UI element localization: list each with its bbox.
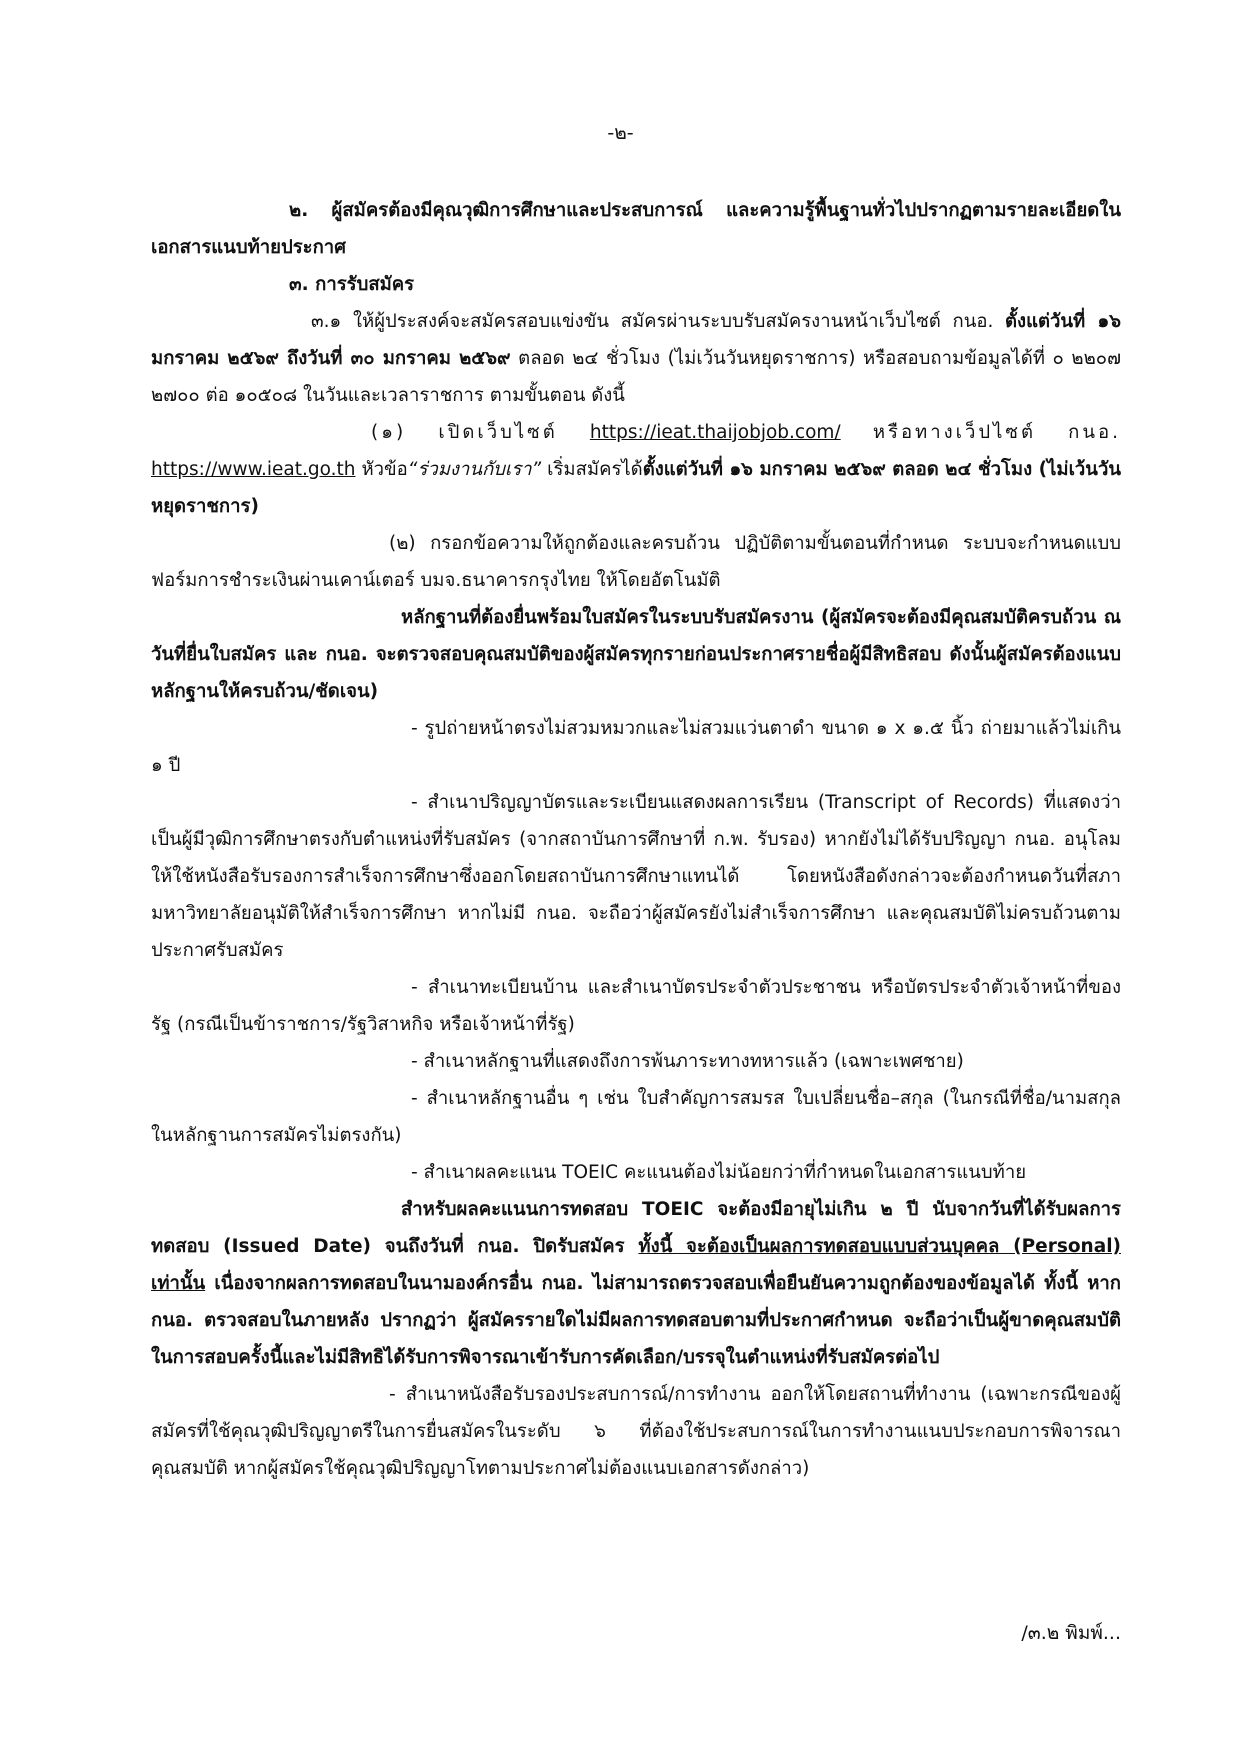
step-2-paragraph: (๒) กรอกข้อความให้ถูกต้องและครบถ้วน ปฏิบัติตามขั้นตอนที่กำหนด ระบบจะกำหนดแบบฟอร์มการชำระเงินผ่านเคาน์เตอร์ บมจ.ธนาคารกรุงไทย ให้โดยอัตโนมัติ	[151, 533, 1121, 591]
step1-topic-pre: หัวข้อ	[355, 459, 408, 480]
item-experience: - สำเนาหนังสือรับรองประสบการณ์/การทำงาน ออกให้โดยสถานที่ทำงาน (เฉพาะกรณีของผู้สมัครที่ใช้คุณวุฒิปริญญาตรีในการยื่นสมัครในระดับ ๖ ที่ต้องใช้ประสบการณ์ในการทำงานแนบประกอบการพิจารณาคุณสมบัติ หากผู้สมัครใช้คุณวุฒิปริญญาโทตามประกาศไม่ต้องแนบเอกสารดังกล่าว)	[151, 1384, 1121, 1479]
step1-bold: ตั้งแต่วันที่ ๑๖ มกราคม ๒๕๖๙ ตลอด ๒๔ ชั่วโมง (ไม่เว้นวันหยุดราชการ)	[151, 459, 1121, 517]
step1-topic: “ร่วมงานกับเรา”	[407, 459, 542, 480]
step1-prefix: (๑) เปิดเว็บไซต์	[371, 422, 590, 443]
toeic-note-a: สำหรับผลคะแนนการทดสอบ TOEIC จะต้องมีอายุไม่เกิน ๒ ปี นับจากวันที่ได้รับผลการทดสอบ (Issued Date) จนถึงวันที่ กนอ. ปิดรับสมัคร	[151, 1199, 1121, 1257]
evidence-header-paragraph: หลักฐานที่ต้องยื่นพร้อมใบสมัครในระบบรับสมัครงาน (ผู้สมัครจะต้องมีคุณสมบัติครบถ้วน ณ วันที่ยื่นใบสมัคร และ กนอ. จะตรวจสอบคุณสมบัติของผู้สมัครทุกรายก่อนประกาศรายชื่อผู้มีสิทธิสอบ ดังนั้นผู้สมัครต้องแนบหลักฐานให้ครบถ้วน/ชัดเจน)	[151, 607, 1121, 702]
continuation-footer: /๓.๒ พิมพ์...	[1021, 1622, 1121, 1644]
toeic-note-b: เนื่องจากผลการทดสอบในนามองค์กรอื่น กนอ. ไม่สามารถตรวจสอบเพื่อยืนยันความถูกต้องของข้อมูลได้ ทั้งนี้ หาก กนอ. ตรวจสอบในภายหลัง ปรากฏว่า ผู้สมัครรายใดไม่มีผลการทดสอบตามที่ประกาศกำหนด จะถือว่าเป็นผู้ขาดคุณสมบัติในการสอบครั้งนี้และไม่มีสิทธิได้รับการพิจารณาเข้ารับการคัดเลือก/บรรจุในตำแหน่งที่รับสมัครต่อไป	[151, 1273, 1121, 1368]
section-3-1-paragraph	[151, 303, 1121, 414]
step1-mid: หรือทางเว็ปไซต์ กนอ.	[840, 422, 1121, 443]
s31-text-b: ตลอด ๒๔ ชั่วโมง (ไม่เว้นวันหยุดราชการ) หรือสอบถามข้อมูลได้ที่ ๐ ๒๒๐๗ ๒๗๐๐ ต่อ ๑๐๕๐๘ ในวันและเวลาราชการ ตามขั้นตอน ดังนี้	[151, 348, 1121, 406]
item-house-registration: - สำเนาทะเบียนบ้าน และสำเนาบัตรประจำตัวประชาชน หรือบัตรประจำตัวเจ้าหน้าที่ของรัฐ (กรณีเป็นข้าราชการ/รัฐวิสาหกิจ หรือเจ้าหน้าที่รัฐ)	[151, 977, 1121, 1035]
ieat-website-link[interactable]: https://www.ieat.go.th	[151, 459, 356, 480]
step1-text: เริ่มสมัครได้	[541, 459, 643, 480]
thaijobjob-link[interactable]: https://ieat.thaijobjob.com/	[589, 422, 841, 443]
s31-text-a: ๓.๑ ให้ผู้ประสงค์จะสมัครสอบแข่งขัน สมัครผ่านระบบรับสมัครงานหน้าเว็บไซต์ กนอ.	[311, 311, 1006, 332]
item-other-documents: - สำเนาหลักฐานอื่น ๆ เช่น ใบสำคัญการสมรส ใบเปลี่ยนชื่อ–สกุล (ในกรณีที่ชื่อ/นามสกุล ในหลักฐานการสมัครไม่ตรงกัน)	[151, 1088, 1121, 1146]
s31-dates: ตั้งแต่วันที่ ๑๖ มกราคม ๒๕๖๙ ถึงวันที่ ๓๐ มกราคม ๒๕๖๙	[151, 311, 1121, 369]
section-3-heading: ๓. การรับสมัคร	[289, 274, 415, 295]
item-photo: - รูปถ่ายหน้าตรงไม่สวมหมวกและไม่สวมแว่นตาดำ ขนาด ๑ x ๑.๕ นิ้ว ถ่ายมาแล้วไม่เกิน ๑ ปี	[151, 718, 1121, 776]
item-degree: - สำเนาปริญญาบัตรและระเบียนแสดงผลการเรียน (Transcript of Records) ที่แสดงว่าเป็นผู้มีวุฒิการศึกษาตรงกับตำแหน่งที่รับสมัคร (จากสถาบันการศึกษาที่ ก.พ. รับรอง) หากยังไม่ได้รับปริญญา กนอ. อนุโลมให้ใช้หนังสือรับรองการสำเร็จการศึกษาซึ่งออกโดยสถาบันการศึกษาแทนได้ โดยหนังสือดังกล่าวจะต้องกำหนดวันที่สภามหาวิทยาลัยอนุมัติให้สำเร็จการศึกษา หากไม่มี กนอ. จะถือว่าผู้สมัครยังไม่สำเร็จการศึกษา และคุณสมบัติไม่ครบถ้วนตามประกาศรับสมัคร	[151, 792, 1121, 961]
page-number: -๒-	[607, 122, 634, 144]
step-1-paragraph	[151, 414, 1121, 525]
section-2-paragraph: ๒. ผู้สมัครต้องมีคุณวุฒิการศึกษาและประสบการณ์ และความรู้พื้นฐานทั่วไปปรากฏตามรายละเอียดในเอกสารแนบท้ายประกาศ	[151, 200, 1121, 258]
toeic-note-paragraph	[151, 1191, 1121, 1376]
item-military: - สำเนาหลักฐานที่แสดงถึงการพ้นภาระทางทหารแล้ว (เฉพาะเพศชาย)	[411, 1051, 964, 1072]
document-body	[151, 192, 1121, 1487]
toeic-note-underlined: ทั้งนี้ จะต้องเป็นผลการทดสอบแบบส่วนบุคคล (Personal) เท่านั้น	[151, 1236, 1121, 1294]
item-toeic: - สำเนาผลคะแนน TOEIC คะแนนต้องไม่น้อยกว่าที่กำหนดในเอกสารแนบท้าย	[411, 1162, 1027, 1183]
